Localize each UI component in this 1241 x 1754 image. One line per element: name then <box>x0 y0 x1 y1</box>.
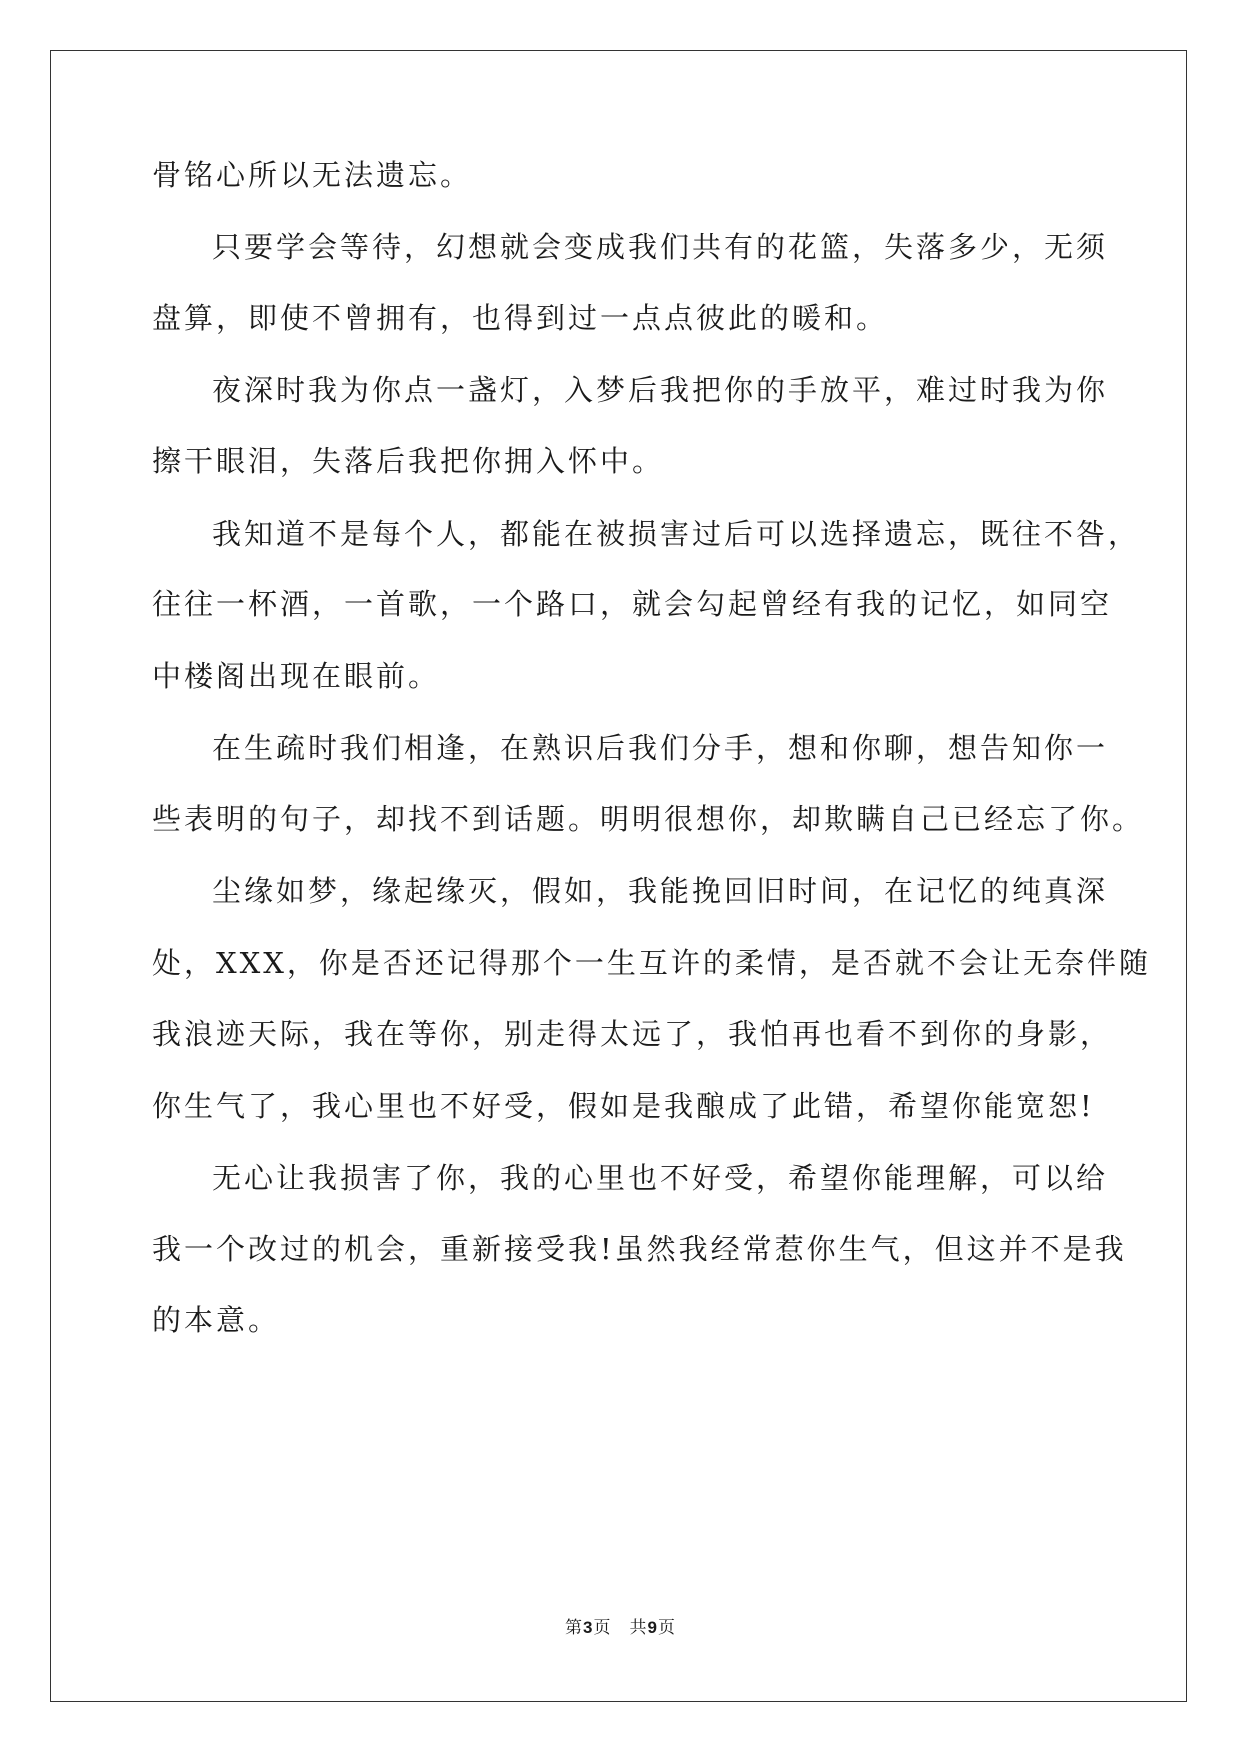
text-line: 我一个改过的机会，重新接受我!虽然我经常惹你生气，但这并不是我 <box>152 1232 1127 1266</box>
text-line: 往往一杯酒，一首歌，一个路口，就会勾起曾经有我的记忆，如同空 <box>152 587 1113 621</box>
text-line: 我知道不是每个人，都能在被损害过后可以选择遗忘，既往不咎， <box>212 517 1141 551</box>
text-line: 的本意。 <box>152 1303 281 1337</box>
text-line: 只要学会等待，幻想就会变成我们共有的花篮，失落多少，无须 <box>212 230 1109 264</box>
text-line: 夜深时我为你点一盏灯，入梦后我把你的手放平，难过时我为你 <box>212 373 1109 407</box>
page-footer <box>0 1617 1241 1639</box>
current-page-number: 3 <box>583 1618 594 1637</box>
total-page-number: 9 <box>647 1618 658 1637</box>
page-suffix: 页 <box>657 1618 676 1638</box>
text-line: 盘算，即使不曾拥有，也得到过一点点彼此的暖和。 <box>152 301 889 335</box>
text-line: 你生气了，我心里也不好受，假如是我酿成了此错，希望你能宽恕! <box>152 1089 1095 1123</box>
text-line: 尘缘如梦，缘起缘灭，假如，我能挽回旧时间，在记忆的纯真深 <box>212 874 1109 908</box>
text-line: 些表明的句子，却找不到话题。明明很想你，却欺瞒自己已经忘了你。 <box>152 802 1145 836</box>
text-line: 骨铭心所以无法遗忘。 <box>152 158 473 192</box>
page-mid: 页 共 <box>593 1618 648 1638</box>
text-line: 无心让我损害了你，我的心里也不好受，希望你能理解，可以给 <box>212 1161 1109 1195</box>
text-line: 我浪迹天际，我在等你，别走得太远了，我怕再也看不到你的身影， <box>152 1017 1113 1051</box>
text-line: 在生疏时我们相逢，在熟识后我们分手，想和你聊，想告知你一 <box>212 731 1109 765</box>
text-line: 处，XXX，你是否还记得那个一生互许的柔情，是否就不会让无奈伴随 <box>152 946 1151 980</box>
page-prefix: 第 <box>565 1618 584 1638</box>
text-line: 中楼阁出现在眼前。 <box>152 659 441 693</box>
text-line: 擦干眼泪，失落后我把你拥入怀中。 <box>152 444 665 478</box>
